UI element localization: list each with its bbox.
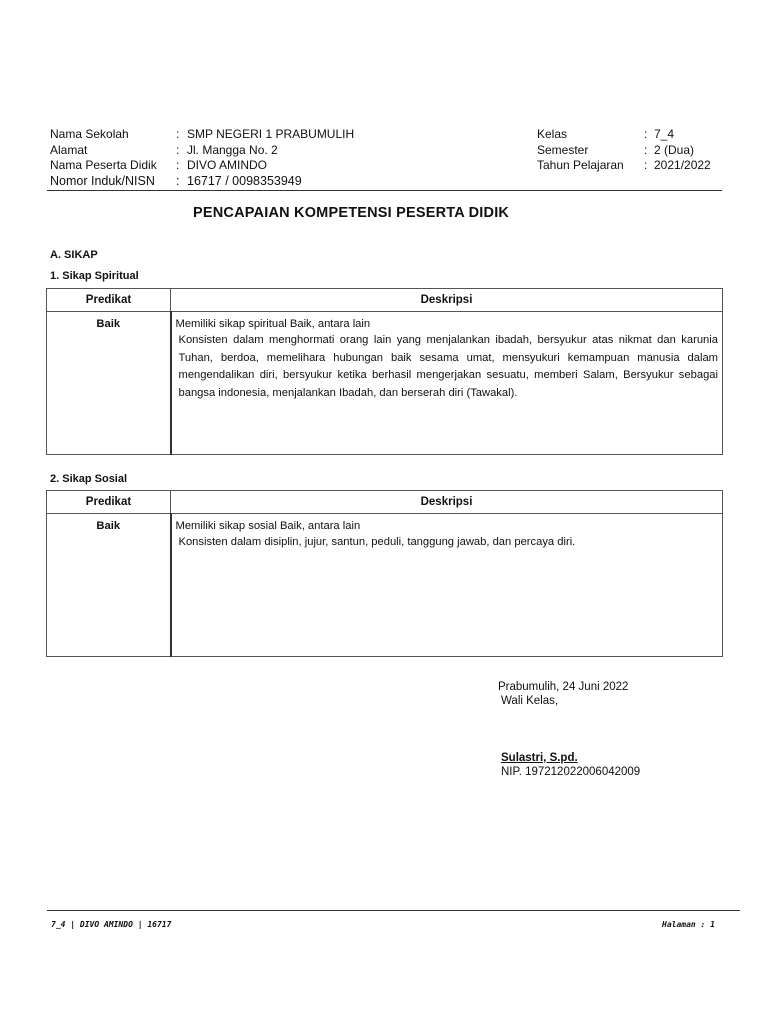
info-label: Kelas	[537, 127, 568, 141]
description-intro: Memiliki sikap spiritual Baik, antara lain	[175, 318, 371, 330]
footer-left: 7_4 | DIVO AMINDO | 16717	[51, 920, 172, 929]
footer-page-number: Halaman : 1	[662, 920, 715, 929]
description-body: Konsisten dalam disiplin, jujur, santun, peduli, tanggung jawab, dan percaya diri.	[178, 536, 576, 548]
info-separator: :	[644, 158, 648, 172]
footer-divider	[47, 910, 740, 911]
predikat-cell: Baik	[47, 312, 171, 455]
table-row	[47, 514, 723, 657]
spiritual-table	[46, 288, 723, 455]
school-name: SMP NEGERI 1 PRABUMULIH	[187, 127, 355, 141]
class-value: 7_4	[654, 127, 675, 141]
deskripsi-cell	[171, 312, 723, 455]
student-nisn: 16717 / 0098353949	[187, 173, 302, 188]
signature-nip: NIP. 197212022006042009	[501, 766, 641, 778]
info-label: Nama Peserta Didik	[50, 158, 157, 172]
info-label: Tahun Pelajaran	[537, 158, 624, 172]
info-row-nisn	[50, 174, 354, 190]
school-address: Jl. Mangga No. 2	[187, 142, 278, 157]
info-row-school	[50, 127, 354, 143]
info-row-year	[537, 158, 711, 174]
info-label: Alamat	[50, 142, 88, 157]
page-title: PENCAPAIAN KOMPETENSI PESERTA DIDIK	[193, 205, 510, 221]
description-body: Konsisten dalam menghormati orang lain yang menjalankan ibadah, bersyukur atas nikmat dan karunia Tuhan, berdoa, memelihara hubungan baik sesama umat, mensyukuri kemampuan manusia dalam mengendalikan diri, bersyukur ketika berhasil mengerjakan sesuatu, memberi Salam, Bersyukur sebagai bangsa indonesia, menjalankan Ibadah, dan berserah diri (Tawakal).	[178, 334, 718, 399]
table-header-row	[47, 289, 723, 312]
student-info-left	[50, 127, 354, 189]
description-intro: Memiliki sikap sosial Baik, antara lain	[175, 520, 361, 532]
student-info-right	[537, 127, 711, 174]
section-heading-sikap: A. SIKAP	[50, 249, 98, 261]
student-name: DIVO AMINDO	[187, 158, 268, 172]
header-divider	[47, 190, 722, 191]
column-header-predikat: Predikat	[47, 491, 171, 514]
signature-place-date: Prabumulih, 24 Juni 2022	[498, 681, 629, 693]
academic-year-value: 2021/2022	[654, 158, 711, 172]
signature-name: Sulastri, S.pd.	[501, 752, 578, 764]
info-separator: :	[176, 173, 180, 188]
info-row-semester	[537, 143, 711, 159]
info-label: Nama Sekolah	[50, 127, 129, 141]
sosial-table	[46, 490, 723, 657]
column-header-deskripsi: Deskripsi	[171, 491, 723, 514]
table-row	[47, 312, 723, 455]
table-header-row	[47, 491, 723, 514]
subsection-heading-sosial: 2. Sikap Sosial	[50, 473, 128, 485]
info-row-student	[50, 158, 354, 174]
info-separator: :	[176, 142, 180, 157]
signature-block	[498, 680, 640, 779]
info-row-address	[50, 143, 354, 159]
info-separator: :	[644, 127, 648, 141]
info-separator: :	[176, 158, 180, 172]
predikat-cell: Baik	[47, 514, 171, 657]
semester-value: 2 (Dua)	[654, 142, 695, 157]
info-row-class	[537, 127, 711, 143]
deskripsi-cell	[171, 514, 723, 657]
column-header-deskripsi: Deskripsi	[171, 289, 723, 312]
signature-role: Wali Kelas,	[501, 695, 559, 707]
info-label: Semester	[537, 142, 589, 157]
info-label: Nomor Induk/NISN	[50, 173, 155, 188]
subsection-heading-spiritual: 1. Sikap Spiritual	[50, 270, 139, 282]
column-header-predikat: Predikat	[47, 289, 171, 312]
info-separator: :	[644, 142, 648, 157]
info-separator: :	[176, 127, 180, 141]
